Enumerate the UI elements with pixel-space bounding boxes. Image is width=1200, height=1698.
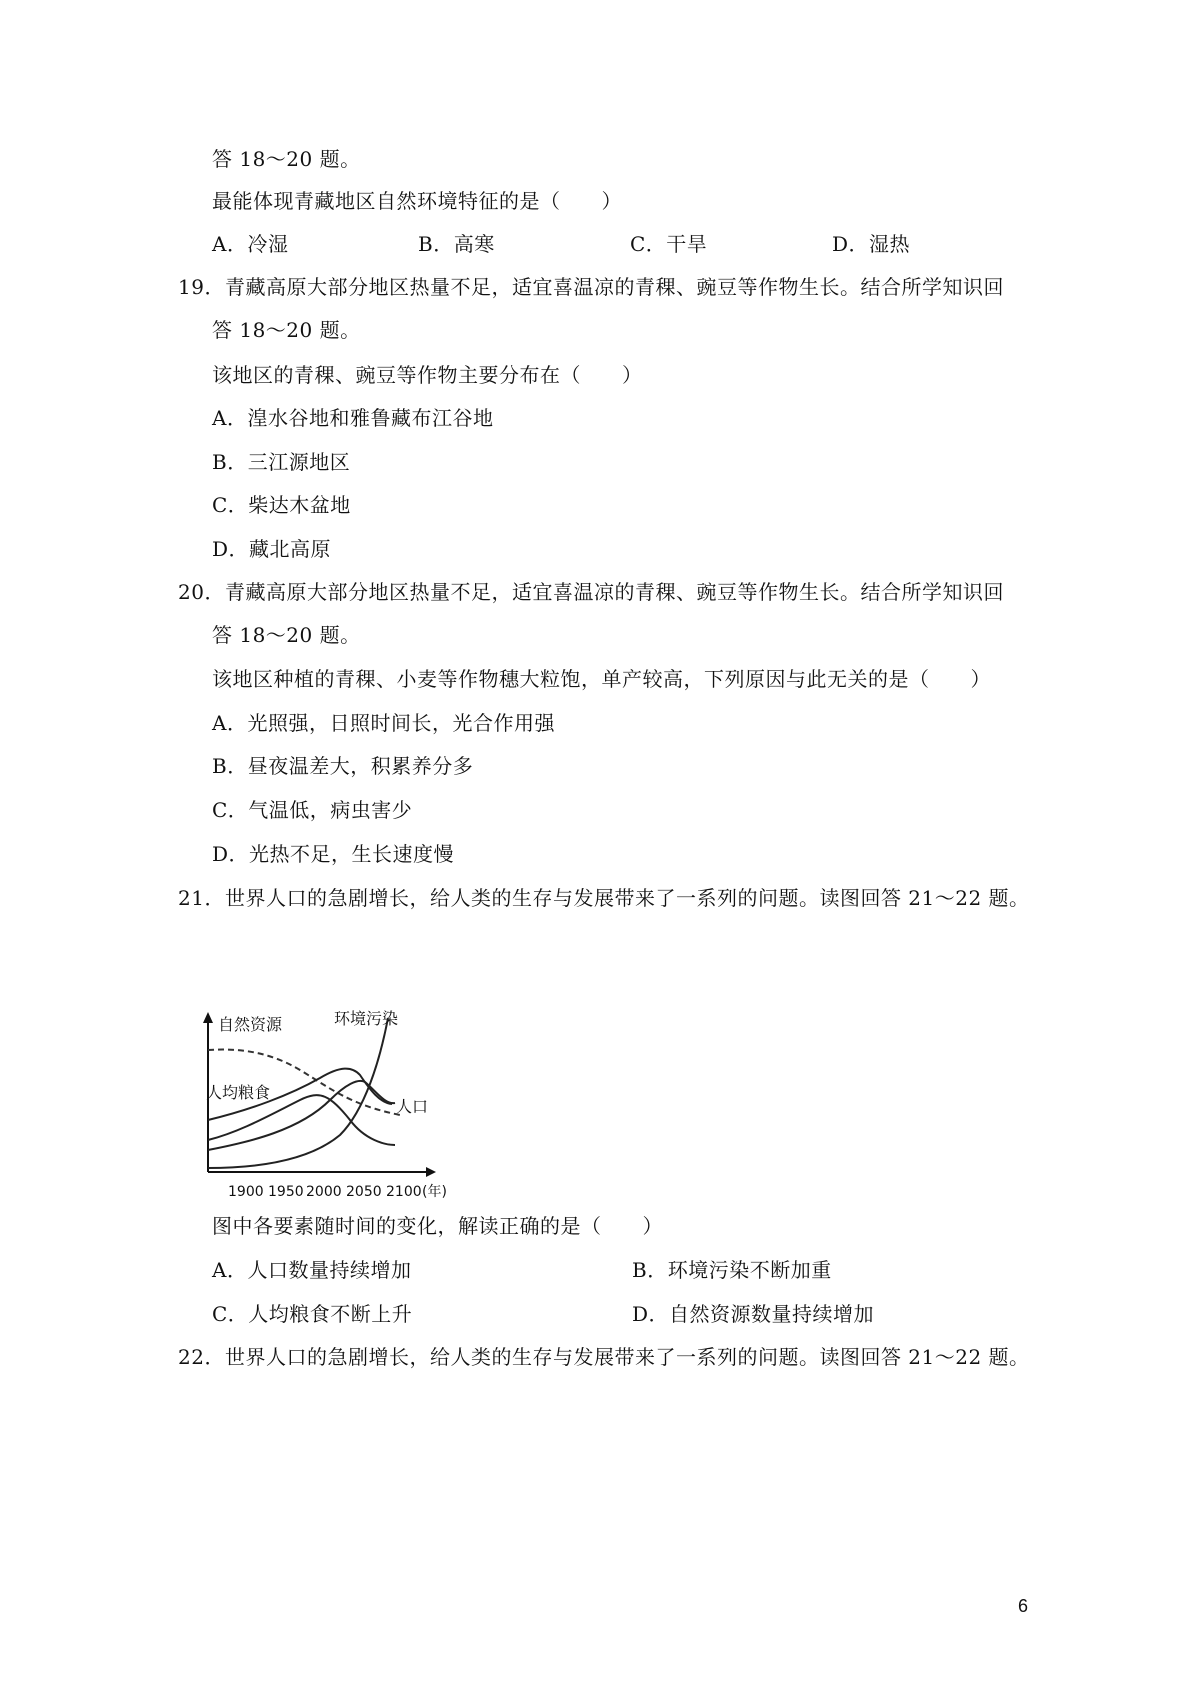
series-label-grain: 人均粮食 [206,1083,271,1102]
x-tick-label: 2100 [386,1184,422,1200]
option-c: C．气温低，病虫害少 [212,798,413,822]
question-continuation: 答 18～20 题。 [212,318,361,342]
option-b: B．高寒 [418,232,495,256]
question-continuation: 答 18～20 题。 [212,147,361,171]
option-d: D．光热不足，生长速度慢 [212,842,455,866]
question-stem: 该地区的青稞、豌豆等作物主要分布在（ ） [212,363,643,387]
x-tick-label: 2050 [346,1184,382,1200]
option-a: A．湟水谷地和雅鲁藏布江谷地 [212,406,494,430]
x-tick-label: 2000 [306,1184,342,1200]
question-continuation: 答 18～20 题。 [212,623,361,647]
question-19-intro: 19．青藏高原大部分地区热量不足，适宜喜温凉的青稞、豌豆等作物生长。结合所学知识回 [178,275,1004,299]
option-a: A．人口数量持续增加 [212,1258,412,1282]
series-label-pollution: 环境污染 [334,1009,399,1028]
option-d: D．自然资源数量持续增加 [632,1302,875,1326]
chart-svg [200,1000,500,1200]
question-21-intro: 21．世界人口的急剧增长，给人类的生存与发展带来了一系列的问题。读图回答 21～22 题。 [178,886,1030,910]
option-b: B．三江源地区 [212,450,351,474]
x-axis-unit: (年) [422,1184,447,1200]
question-22-intro: 22．世界人口的急剧增长，给人类的生存与发展带来了一系列的问题。读图回答 21～22 题。 [178,1345,1030,1369]
option-a: A．冷湿 [212,232,289,256]
option-c: C．柴达木盆地 [212,493,351,517]
population-trend-chart [200,1000,500,1200]
option-d: D．湿热 [832,232,911,256]
page-number: 6 [1018,1596,1029,1616]
x-tick-label: 1900 [228,1184,264,1200]
question-stem: 图中各要素随时间的变化，解读正确的是（ ） [212,1214,663,1238]
option-c: C．干旱 [630,232,708,256]
option-b: B．昼夜温差大，积累养分多 [212,754,474,778]
question-stem: 最能体现青藏地区自然环境特征的是（ ） [212,189,622,213]
x-tick-label: 1950 [268,1184,304,1200]
question-20-intro: 20．青藏高原大部分地区热量不足，适宜喜温凉的青稞、豌豆等作物生长。结合所学知识回 [178,580,1004,604]
option-b: B．环境污染不断加重 [632,1258,832,1282]
question-stem: 该地区种植的青稞、小麦等作物穗大粒饱，单产较高，下列原因与此无关的是（ ） [212,667,991,691]
series-label-population: 人口 [396,1097,429,1116]
x-axis-arrow [426,1167,436,1177]
option-c: C．人均粮食不断上升 [212,1302,413,1326]
series-label-natural-resources: 自然资源 [218,1015,283,1034]
option-a: A．光照强，日照时间长，光合作用强 [212,711,555,735]
y-axis-arrow [203,1012,213,1023]
option-d: D．藏北高原 [212,537,332,561]
